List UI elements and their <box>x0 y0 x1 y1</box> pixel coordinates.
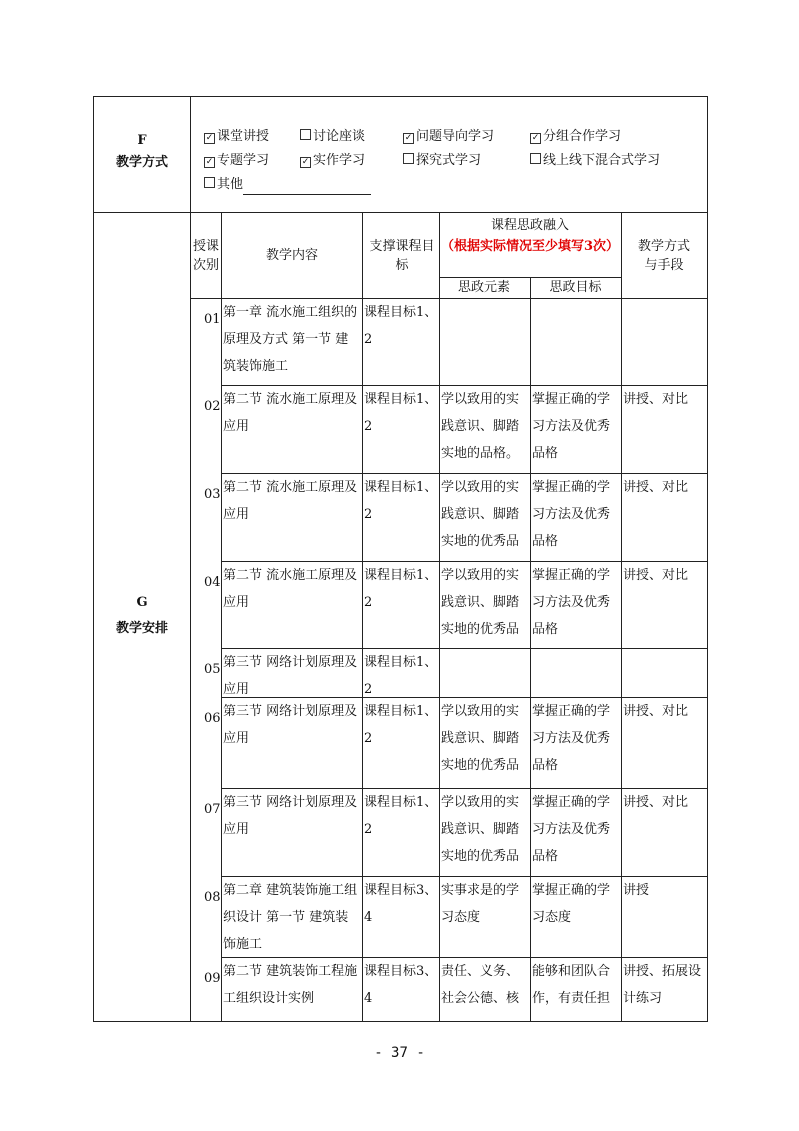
option-discussion[interactable]: 讨论座谈 <box>300 127 365 147</box>
grid-line <box>93 96 708 97</box>
option-inquiry[interactable]: 探究式学习 <box>403 151 481 171</box>
ideology-goal-cell: 掌握正确的学习方法及优秀品格 <box>532 568 611 637</box>
session-number: 05 <box>204 662 221 677</box>
ideology-element-cell: 实事求是的学习态度 <box>441 883 520 925</box>
grid-line <box>190 96 191 1022</box>
page-number: - 37 - <box>374 1045 425 1061</box>
content-cell: 第二章 建筑装饰施工组织设计 第一节 建筑装饰施工 <box>223 883 358 952</box>
content-cell: 第二节 建筑装饰工程施工组织设计实例 <box>223 964 358 1006</box>
session-number: 02 <box>204 399 221 414</box>
ideology-element-cell: 学以致用的实践意识、脚踏实地的优秀品 <box>441 795 520 864</box>
content-cell: 第三节 网络计划原理及应用 <box>223 655 358 695</box>
option-group-work[interactable]: ✓ 分组合作学习 <box>531 129 622 144</box>
header-element: 思政元素 <box>457 280 510 295</box>
content-cell: 第二节 流水施工原理及应用 <box>223 480 358 522</box>
session-number: 08 <box>204 890 221 905</box>
header-method: 教学方式与手段 <box>637 239 690 273</box>
ideology-goal-cell: 能够和团队合作，有责任担 <box>532 964 611 1006</box>
content-cell: 第二节 流水施工原理及应用 <box>223 568 358 610</box>
ideology-element-cell <box>441 649 529 695</box>
grid-line <box>707 96 708 1022</box>
method-cell: 讲授、对比 <box>623 704 689 719</box>
option-other[interactable]: 其他 <box>204 175 371 195</box>
content-cell: 第三节 网络计划原理及应用 <box>223 704 358 746</box>
ideology-goal-cell: 掌握正确的学习方法及优秀品格 <box>532 704 611 773</box>
ideology-element-cell: 学以致用的实践意识、脚踏实地的品格。 <box>441 392 520 461</box>
grid-line <box>221 212 222 1022</box>
goal-cell: 课程目标3、4 <box>364 964 438 1006</box>
section-g-code: G <box>136 595 148 610</box>
option-lecture[interactable]: ✓ 课堂讲授 <box>205 129 270 144</box>
goal-cell: 课程目标1、2 <box>364 480 438 522</box>
header-session: 授课次别 <box>192 239 219 273</box>
grid-line <box>93 212 708 213</box>
grid-line <box>221 957 708 958</box>
method-cell: 讲授、对比 <box>623 392 689 407</box>
header-ideology-note: （根据实际情况至少填写3次） <box>441 239 620 254</box>
grid-line <box>221 473 708 474</box>
grid-line <box>221 697 708 698</box>
header-goal: 支撑课程目标 <box>369 239 435 273</box>
method-cell <box>623 649 706 695</box>
grid-line <box>93 96 94 1022</box>
ideology-element-cell: 学以致用的实践意识、脚踏实地的优秀品 <box>441 568 520 637</box>
goal-cell: 课程目标1、2 <box>364 795 438 837</box>
checkbox-checked-icon[interactable]: ✓ <box>205 157 214 167</box>
session-number: 03 <box>204 487 221 502</box>
method-cell: 讲授、对比 <box>623 568 689 583</box>
goal-cell: 课程目标3、4 <box>364 883 438 925</box>
ideology-goal-cell: 掌握正确的学习方法及优秀品格 <box>532 795 611 864</box>
grid-line <box>93 1021 708 1022</box>
grid-line <box>621 212 622 1022</box>
goal-cell: 课程目标1、2 <box>364 392 438 434</box>
checkbox-empty-icon[interactable] <box>530 153 541 164</box>
option-blended[interactable]: 线上线下混合式学习 <box>530 151 660 171</box>
grid-line <box>362 212 363 1022</box>
method-cell: 讲授 <box>623 883 650 898</box>
ideology-element-cell: 学以致用的实践意识、脚踏实地的优秀品 <box>441 480 520 549</box>
option-topic[interactable]: ✓ 专题学习 <box>205 153 270 168</box>
section-g-title: 教学安排 <box>115 621 168 636</box>
ideology-goal-cell <box>532 299 620 383</box>
section-g-label <box>95 590 189 642</box>
grid-line <box>221 648 708 649</box>
goal-cell: 课程目标1、2 <box>364 704 438 746</box>
ideology-goal-cell: 掌握正确的学习态度 <box>532 883 611 925</box>
grid-line <box>221 385 708 386</box>
grid-line <box>190 298 708 299</box>
header-ideology: 课程思政融入 <box>490 218 569 233</box>
content-cell: 第三节 网络计划原理及应用 <box>223 795 358 837</box>
goal-cell: 课程目标1、2 <box>364 568 438 610</box>
session-number: 06 <box>204 711 221 726</box>
option-problem-based[interactable]: ✓ 问题导向学习 <box>404 129 495 144</box>
grid-line <box>221 876 708 877</box>
ideology-goal-cell: 掌握正确的学习方法及优秀品格 <box>532 392 611 461</box>
option-practice[interactable]: ✓ 实作学习 <box>301 153 366 168</box>
section-f-code: F <box>137 133 147 148</box>
ideology-element-cell <box>441 299 529 383</box>
method-cell <box>623 299 706 383</box>
header-content: 教学内容 <box>265 248 318 263</box>
checkbox-checked-icon[interactable]: ✓ <box>531 133 540 143</box>
checkbox-checked-icon[interactable]: ✓ <box>301 157 310 167</box>
goal-cell: 课程目标1、2 <box>364 305 438 347</box>
ideology-element-cell: 学以致用的实践意识、脚踏实地的优秀品 <box>441 704 520 773</box>
section-f-title: 教学方式 <box>115 155 168 170</box>
method-cell: 讲授、拓展设计练习 <box>623 964 702 1006</box>
header-ideology-goal: 思政目标 <box>549 280 602 295</box>
ideology-goal-cell <box>532 649 620 695</box>
checkbox-empty-icon[interactable] <box>204 177 215 188</box>
checkbox-checked-icon[interactable]: ✓ <box>404 133 413 143</box>
session-number: 07 <box>204 802 221 817</box>
session-number: 01 <box>204 312 221 327</box>
grid-line <box>439 212 440 1022</box>
method-cell: 讲授、对比 <box>623 795 689 810</box>
checkbox-empty-icon[interactable] <box>403 153 414 164</box>
grid-line <box>221 788 708 789</box>
ideology-element-cell: 责任、义务、社会公德、核 <box>441 964 520 1006</box>
checkbox-empty-icon[interactable] <box>300 129 311 140</box>
session-number: 04 <box>204 575 221 590</box>
other-input-line[interactable] <box>243 180 371 195</box>
grid-line <box>221 561 708 562</box>
method-cell: 讲授、对比 <box>623 480 689 495</box>
content-cell: 第二节 流水施工原理及应用 <box>223 392 358 434</box>
section-f-label <box>95 130 189 174</box>
ideology-goal-cell: 掌握正确的学习方法及优秀品格 <box>532 480 611 549</box>
grid-line <box>530 277 531 1022</box>
session-number: 09 <box>204 971 221 986</box>
content-cell: 第一章 流水施工组织的原理及方式 第一节 建筑装饰施工 <box>223 305 358 374</box>
checkbox-checked-icon[interactable]: ✓ <box>205 133 214 143</box>
goal-cell: 课程目标1、2 <box>364 655 438 695</box>
